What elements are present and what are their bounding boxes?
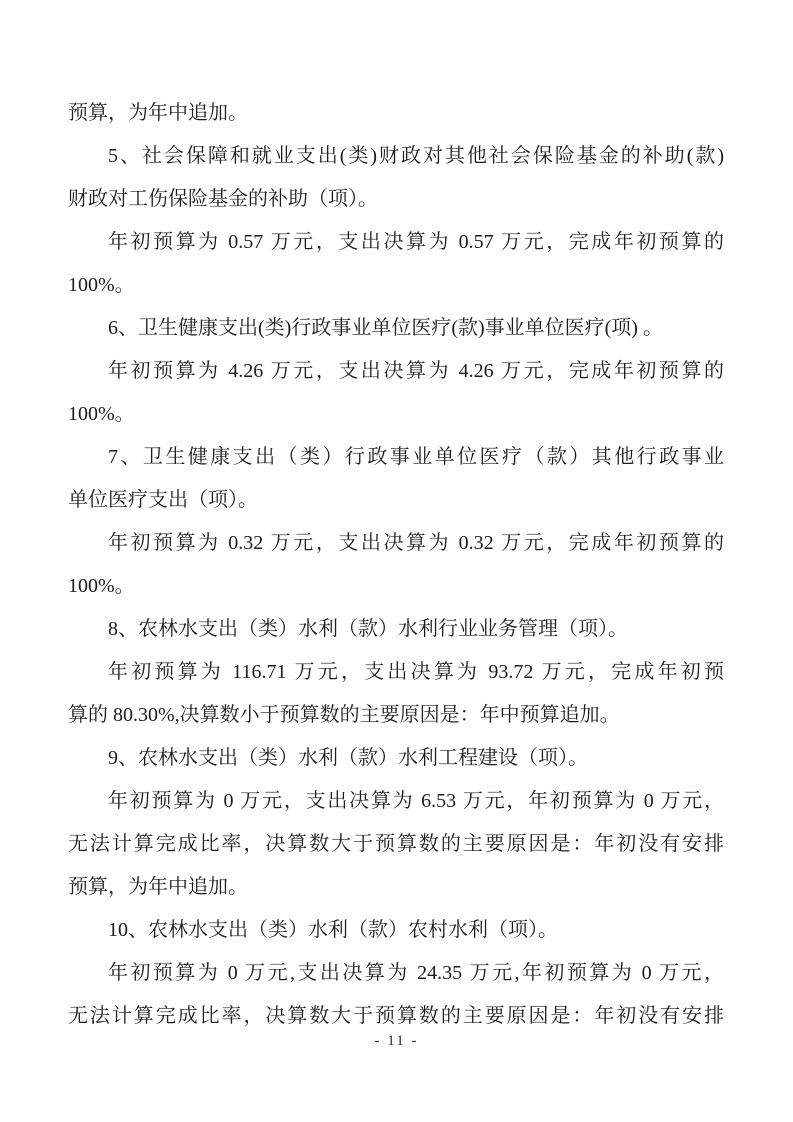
text-line: 单位医疗支出（项）。 (68, 489, 258, 511)
text-line: 5、社会保障和就业支出(类)财政对其他社会保险基金的补助(款) (108, 145, 724, 167)
text-line: 无法计算完成比率，决算数大于预算数的主要原因是：年初没有安排 (68, 833, 724, 855)
text-line: 6、卫生健康支出(类)行政事业单位医疗(款)事业单位医疗(项) 。 (108, 317, 663, 339)
text-line: 100%。 (68, 575, 135, 597)
text-line: 100%。 (68, 274, 135, 296)
page-number: - 11 - (374, 1033, 419, 1049)
text-line: 年初预算为 0.32 万元，支出决算为 0.32 万元，完成年初预算的 (108, 532, 724, 554)
text-line: 8、农林水支出（类）水利（款）水利行业业务管理（项）。 (108, 618, 628, 640)
text-line: 9、农林水支出（类）水利（款）水利工程建设（项）。 (108, 747, 588, 769)
text-line: 财政对工伤保险基金的补助（项）。 (68, 188, 378, 210)
text-line: 算的 80.30%,决算数小于预算数的主要原因是：年中预算追加。 (68, 704, 620, 726)
text-line: 无法计算完成比率，决算数大于预算数的主要原因是：年初没有安排 (68, 1005, 724, 1027)
text-line: 100%。 (68, 403, 135, 425)
text-line: 预算，为年中追加。 (68, 876, 248, 898)
text-line: 预算，为年中追加。 (68, 102, 248, 124)
text-line: 7、卫生健康支出（类）行政事业单位医疗（款）其他行政事业 (108, 446, 724, 468)
document-body (68, 92, 724, 1038)
text-line: 年初预算为 0 万元,支出决算为 24.35 万元,年初预算为 0 万元， (108, 962, 724, 984)
text-line: 年初预算为 116.71 万元，支出决算为 93.72 万元，完成年初预 (108, 661, 724, 683)
text-line: 年初预算为 0.57 万元，支出决算为 0.57 万元，完成年初预算的 (108, 231, 724, 253)
text-line: 年初预算为 0 万元，支出决算为 6.53 万元，年初预算为 0 万元， (108, 790, 724, 812)
text-line: 10、农林水支出（类）水利（款）农村水利（项）。 (108, 919, 558, 941)
text-line: 年初预算为 4.26 万元，支出决算为 4.26 万元，完成年初预算的 (108, 360, 724, 382)
